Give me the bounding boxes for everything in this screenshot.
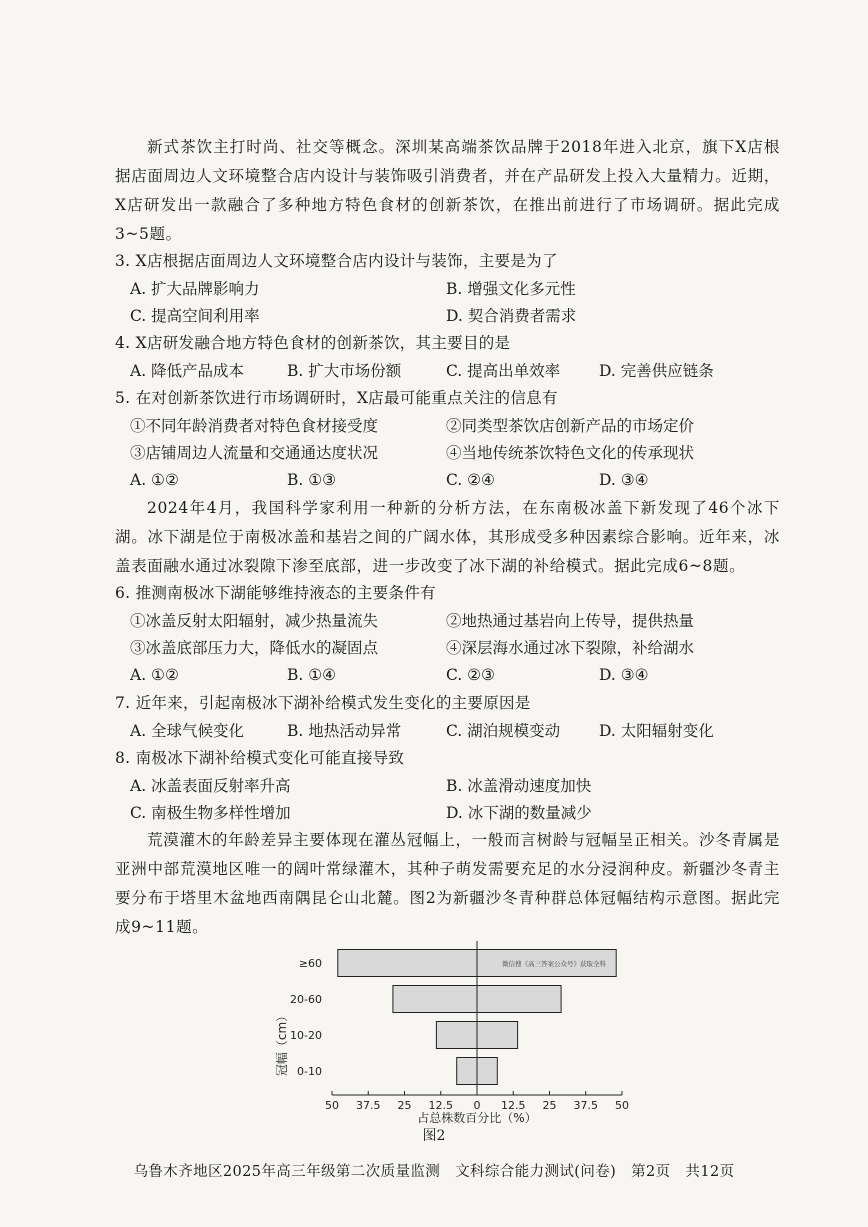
q4-option-c[interactable]: C. 提高出单效率 [446,362,561,380]
q8-option-d[interactable]: D. 冰下湖的数量减少 [446,804,592,822]
q8-option-c[interactable]: C. 南极生物多样性增加 [130,804,291,822]
q5-item-3: ③店铺周边人流量和交通通达度状况 [130,444,379,462]
q6-item-4: ④深层海水通过冰下裂隙，补给湖水 [446,639,695,657]
q6-item-2: ②地热通过基岩向上传导，提供热量 [446,612,695,630]
passage-antarctic-lakes: 2024年4月，我国科学家利用一种新的分析方法，在东南极冰盖下新发现了46个冰下湖。冰下湖是位于南极冰盖和基岩之间的广阔水体，其形成受多种因素综合影响。近年来，冰盖表面融水通过冰裂隙下渗至底部，进一步改变了冰下湖的补给模式。据此完成6~8题。 [115,499,780,575]
x-tick-label-6: 25 [542,1099,557,1112]
q5-item-2: ②同类型茶饮店创新产品的市场定价 [446,417,695,435]
figure-caption: 图2 [422,1128,446,1144]
q5-option-b[interactable]: B. ①③ [287,471,337,489]
q8-option-b[interactable]: B. 冰盖滑动速度加快 [446,777,592,795]
question-3-options-row-2 [130,302,780,330]
q6-option-c[interactable]: C. ②③ [446,666,495,684]
x-axis-label: 占总株数百分比（%） [417,1111,537,1125]
q6-item-1: ①冰盖反射太阳辐射，减少热量流失 [130,612,379,630]
question-7-stem: 7. 近年来，引起南极冰下湖补给模式发生变化的主要原因是 [115,694,531,712]
q3-option-a[interactable]: A. 扩大品牌影响力 [130,280,260,298]
x-tick-label-8: 50 [615,1099,629,1112]
passage-desert-shrubs: 荒漠灌木的年龄差异主要体现在灌丛冠幅上，一般而言树龄与冠幅呈正相关。沙冬青属是亚洲中部荒漠地区唯一的阔叶常绿灌木，其种子萌发需要充足的水分浸润种皮。新疆沙冬青主要分布于塔里木盆地西南隅昆仑山北麓。图2为新疆沙冬青种群总体冠幅结构示意图。据此完成9~11题。 [115,831,780,936]
x-tick-label-1: 37.5 [356,1099,381,1112]
question-4-stem: 4. X店研发融合地方特色食材的创新茶饮，其主要目的是 [115,334,511,352]
question-8-options-row-1 [130,772,780,800]
q3-option-b[interactable]: B. 增强文化多元性 [446,280,576,298]
q6-item-3: ③冰盖底部压力大，降低水的凝固点 [130,639,379,657]
question-7-options [130,717,780,745]
category-label-2: 10-20 [290,1029,322,1042]
q5-item-4: ④当地传统茶饮特色文化的传承现状 [446,444,695,462]
question-6-stem: 6. 推测南极冰下湖能够维持液态的主要条件有 [115,584,436,602]
category-label-0: ≥60 [298,957,322,970]
q6-option-d[interactable]: D. ③④ [599,666,649,684]
x-tick-label-4: 0 [473,1099,481,1112]
q6-option-a[interactable]: A. ①② [130,666,179,684]
q5-option-d[interactable]: D. ③④ [599,471,649,489]
q4-option-a[interactable]: A. 降低产品成本 [130,362,245,380]
y-axis-label: 冠幅（cm） [275,1009,289,1077]
question-8-options-row-2 [130,799,780,827]
q7-option-c[interactable]: C. 湖泊规模变动 [446,722,561,740]
question-5-stem: 5. 在对创新茶饮进行市场调研时，X店最可能重点关注的信息有 [115,389,558,407]
x-tick-label-3: 12.5 [428,1099,453,1112]
page-footer: 乌鲁木齐地区2025年高三年级第二次质量监测 文科综合能力测试(问卷) 第2页 共12页 [133,1164,735,1180]
q7-option-d[interactable]: D. 太阳辐射变化 [599,722,714,740]
x-tick-label-7: 37.5 [573,1099,598,1112]
q7-option-a[interactable]: A. 全球气候变化 [130,722,245,740]
question-5-items-row-2 [130,439,780,467]
q5-item-1: ①不同年龄消费者对特色食材接受度 [130,417,379,435]
q4-option-d[interactable]: D. 完善供应链条 [599,362,714,380]
q4-option-b[interactable]: B. 扩大市场份额 [287,362,402,380]
category-label-3: 0-10 [297,1065,322,1078]
x-tick-label-5: 12.5 [501,1099,526,1112]
q3-option-d[interactable]: D. 契合消费者需求 [446,307,577,325]
question-6-items-row-1 [130,607,780,635]
q8-option-a[interactable]: A. 冰盖表面反射率升高 [130,777,291,795]
q6-option-b[interactable]: B. ①④ [287,666,337,684]
passage-tea-drinks: 新式茶饮主打时尚、社交等概念。深圳某高端茶饮品牌于2018年进入北京，旗下X店根据店面周边人文环境整合店内设计与装饰吸引消费者，并在产品研发上投入大量精力。近期，X店研发出一款融合了多种地方特色食材的创新茶饮，在推出前进行了市场调研。据此完成3~5题。 [115,138,780,243]
chart-watermark: 微信搜《高三答案公众号》获取全科 [502,960,606,968]
crown-width-pyramid-chart [270,935,650,1125]
question-5-items-row-1 [130,412,780,440]
question-3-stem: 3. X店根据店面周边人文环境整合店内设计与装饰，主要是为了 [115,252,558,270]
x-tick-label-0: 50 [325,1099,339,1112]
question-5-options [130,466,780,494]
x-tick-label-2: 25 [397,1099,412,1112]
q5-option-c[interactable]: C. ②④ [446,471,495,489]
question-6-items-row-2 [130,634,780,662]
question-6-options [130,661,780,689]
q5-option-a[interactable]: A. ①② [130,471,179,489]
question-4-options [130,357,780,385]
question-3-options-row-1 [130,275,780,303]
question-8-stem: 8. 南极冰下湖补给模式变化可能直接导致 [115,749,405,767]
q3-option-c[interactable]: C. 提高空间利用率 [130,307,260,325]
q7-option-b[interactable]: B. 地热活动异常 [287,722,402,740]
category-label-1: 20-60 [290,993,322,1006]
